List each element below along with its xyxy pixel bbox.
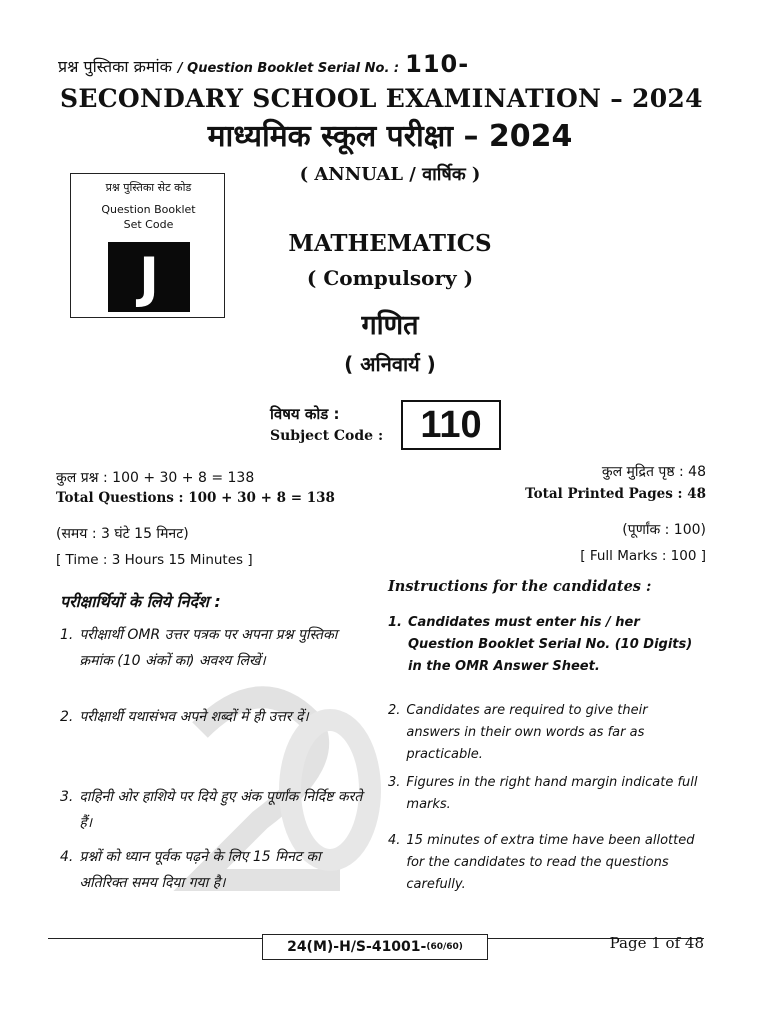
set-code-box (70, 173, 225, 318)
total-pages-english: Total Printed Pages : 48 (525, 486, 706, 502)
total-questions-english: Total Questions : 100 + 30 + 8 = 138 (56, 490, 335, 506)
booklet-serial-line (58, 50, 698, 84)
instruction-hindi-4 (60, 844, 372, 932)
instructions-heading-english: Instructions for the candidates : (388, 578, 652, 595)
serial-label-english: / Question Booklet Serial No. : (177, 61, 400, 76)
paper-code: 24(M)-H/S-41001- (287, 939, 427, 955)
total-pages-hindi: कुल मुद्रित पृष्ठ : 48 (601, 464, 706, 480)
instruction-number: 1. (388, 615, 402, 630)
instruction-text: दाहिनी ओर हाशिये पर दिये हुए अंक पूर्णांक निर्दिष्ट करते हैं। (79, 789, 363, 831)
paper-code-box (262, 934, 488, 960)
serial-label-hindi: प्रश्न पुस्तिका क्रमांक (58, 57, 172, 76)
subject-name-english: MATHEMATICS (288, 230, 492, 257)
exam-session: ( ANNUAL / वार्षिक ) (299, 164, 481, 185)
subject-code-label-english: Subject Code : (270, 428, 384, 444)
subject-type-hindi: ( अनिवार्य ) (344, 352, 436, 376)
set-code-value: J (108, 242, 190, 312)
full-marks-hindi: (पूर्णांक : 100) (622, 522, 706, 538)
instruction-text: परीक्षार्थी यथासंभव अपने शब्दों में ही उत्तर दें। (79, 709, 309, 725)
exam-title-english: SECONDARY SCHOOL EXAMINATION – 2024 (60, 84, 703, 113)
page-number: Page 1 of 48 (609, 934, 704, 952)
instruction-number: 1. (60, 627, 74, 643)
instruction-hindi-3 (60, 784, 372, 840)
time-hindi: (समय : 3 घंटे 15 मिनट) (56, 526, 189, 542)
instruction-number: 3. (60, 789, 74, 805)
instructions-heading-hindi: परीक्षार्थियों के लिये निर्देश : (60, 592, 221, 611)
set-code-label-line-2: Set Code (123, 218, 174, 231)
instruction-text: परीक्षार्थी OMR उत्तर पत्रक पर अपना प्रश्न पुस्तिका क्रमांक (10 अंकों का) अवश्य लिखें। (79, 627, 338, 669)
serial-number: 110- (405, 50, 470, 78)
instruction-number: 2. (388, 703, 401, 718)
set-code-label-english (71, 202, 226, 234)
full-marks-english: [ Full Marks : 100 ] (580, 548, 706, 564)
set-code-label-line-1: Question Booklet (101, 203, 196, 216)
instruction-hindi-2 (60, 704, 372, 760)
instruction-number: 4. (388, 833, 401, 848)
instruction-english-4 (388, 830, 704, 900)
instruction-text: Candidates must enter his / her Question Booklet Serial No. (10 Digits) in the OMR Answer Sheet. (407, 615, 693, 674)
set-code-label-hindi: प्रश्न पुस्तिका सेट कोड (105, 181, 192, 194)
total-questions-hindi: कुल प्रश्न : 100 + 30 + 8 = 138 (56, 470, 255, 486)
instruction-number: 3. (388, 775, 401, 790)
instruction-hindi-1 (60, 622, 372, 702)
time-english: [ Time : 3 Hours 15 Minutes ] (56, 552, 253, 568)
instruction-english-3 (388, 772, 704, 818)
paper-code-suffix: (60/60) (426, 942, 463, 952)
instruction-number: 4. (60, 849, 74, 865)
subject-code-box: 110 (401, 400, 501, 450)
instruction-text: 15 minutes of extra time have been allotted for the candidates to read the questions carefully. (406, 833, 695, 892)
subject-type-english: ( Compulsory ) (306, 266, 474, 290)
subject-name-hindi: गणित (361, 310, 419, 341)
instruction-text: Figures in the right hand margin indicate full marks. (406, 775, 698, 812)
instruction-text: Candidates are required to give their answers in their own words as far as practicable. (406, 703, 648, 762)
subject-code-label-hindi: विषय कोड : (270, 405, 340, 423)
instruction-number: 2. (60, 709, 74, 725)
instruction-english-2 (388, 700, 704, 770)
instruction-english-1 (388, 612, 704, 702)
instruction-text: प्रश्नों को ध्यान पूर्वक पढ़ने के लिए 15 मिनट का अतिरिक्त समय दिया गया है। (79, 849, 321, 891)
exam-title-hindi: माध्यमिक स्कूल परीक्षा – 2024 (207, 119, 573, 154)
